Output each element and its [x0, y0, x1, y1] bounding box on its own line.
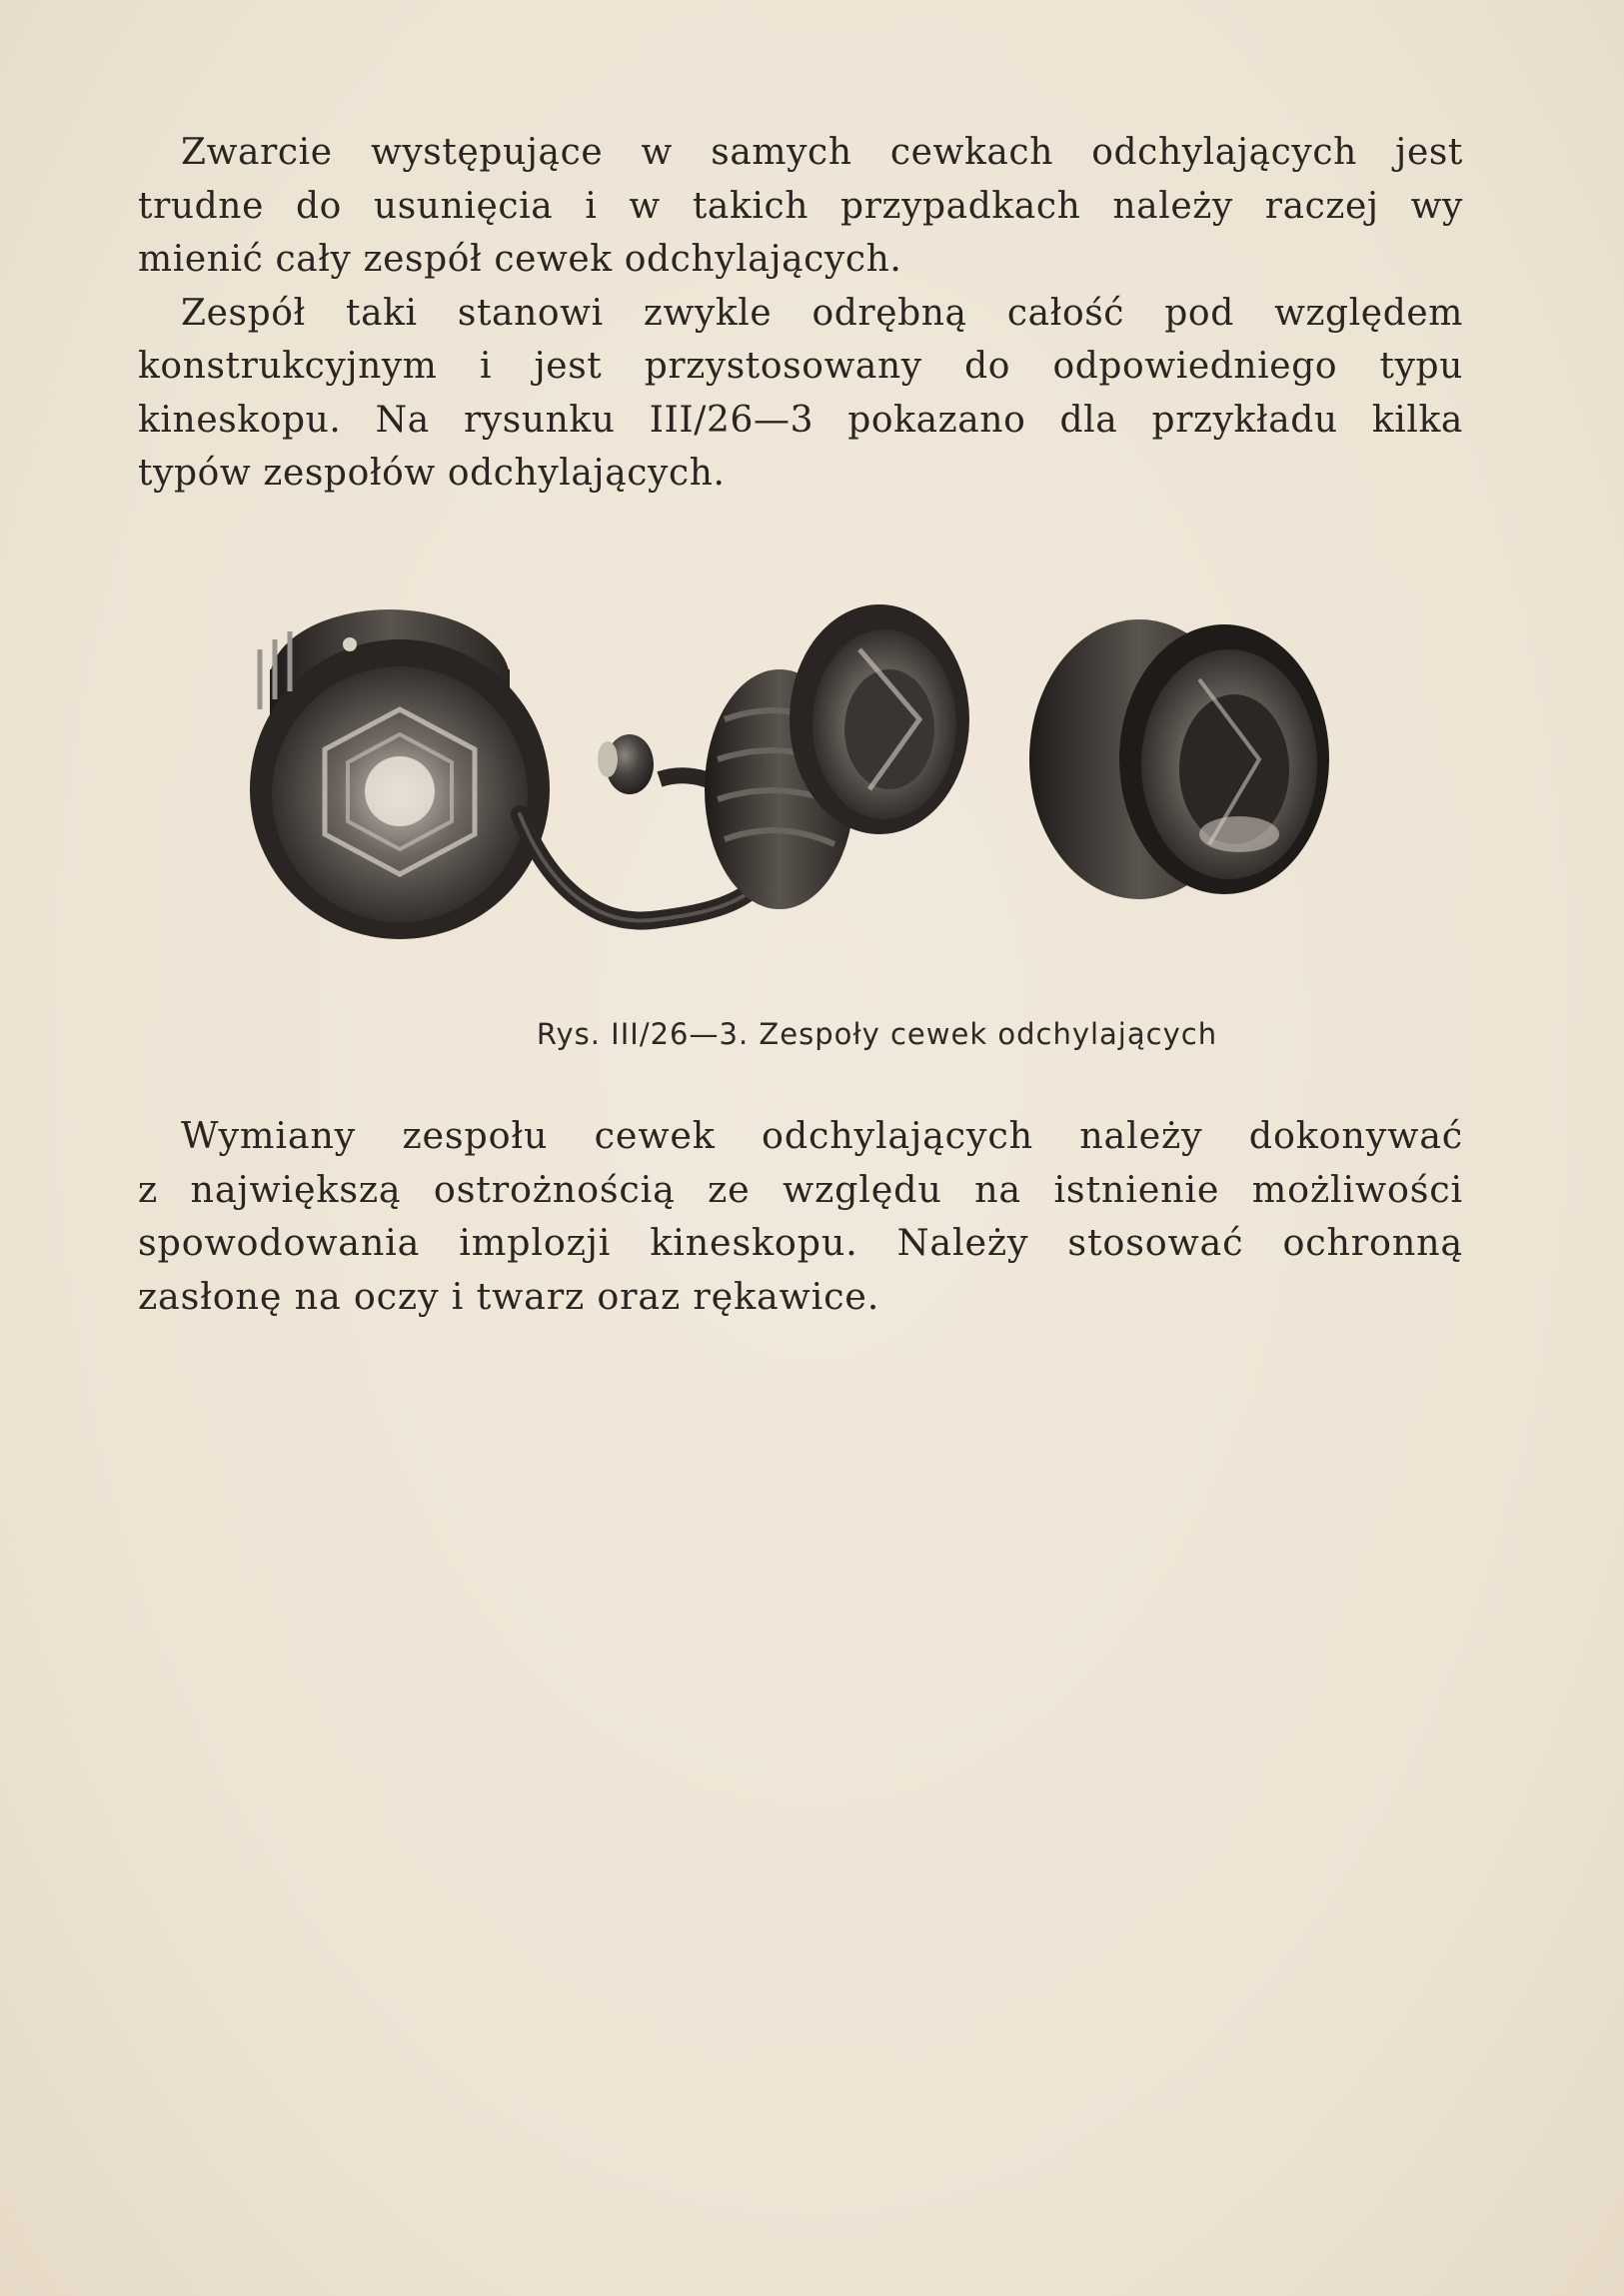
top-text-block	[138, 126, 1463, 501]
caption-text: Rys. III/26—3. Zespoły cewek odchylających	[536, 1017, 1218, 1051]
text-line: konstrukcyjnym i jest przystosowany do odpowiedniego typu	[138, 346, 1463, 387]
text-line: Zespół taki stanowi zwykle odrębną całość pod względem	[181, 292, 1463, 334]
bottom-text-block	[138, 1109, 1463, 1323]
text-line: mienić cały zespół cewek odchylających.	[138, 239, 902, 280]
middle-yoke	[705, 604, 969, 909]
left-yoke	[250, 609, 550, 939]
paragraph-3	[138, 1109, 1463, 1323]
text-line: zasłonę na oczy i twarz oraz rękawice.	[138, 1274, 880, 1318]
text-line: Wymiany zespołu cewek odchylających należy dokonywać	[181, 1114, 1463, 1157]
text-line: spowodowania implozji kineskopu. Należy stosować ochronną	[138, 1221, 1463, 1264]
text-line: kineskopu. Na rysunku III/26—3 pokazano dla przykładu kilka	[138, 399, 1463, 441]
text-line: z największą ostrożnością ze względu na istnienie możliwości	[138, 1167, 1463, 1211]
paragraph-2	[138, 287, 1463, 501]
paragraph-1	[138, 126, 1463, 287]
figure-caption	[0, 1017, 1624, 1051]
deflection-yoke-photo	[220, 560, 1399, 979]
text-line: Zwarcie występujące w samych cewkach odchylających jest	[181, 132, 1463, 173]
text-line: typów zespołów odchylających.	[138, 453, 726, 494]
right-yoke	[1029, 619, 1329, 899]
text-line: trudne do usunięcia i w takich przypadkach należy raczej wy	[138, 185, 1463, 227]
